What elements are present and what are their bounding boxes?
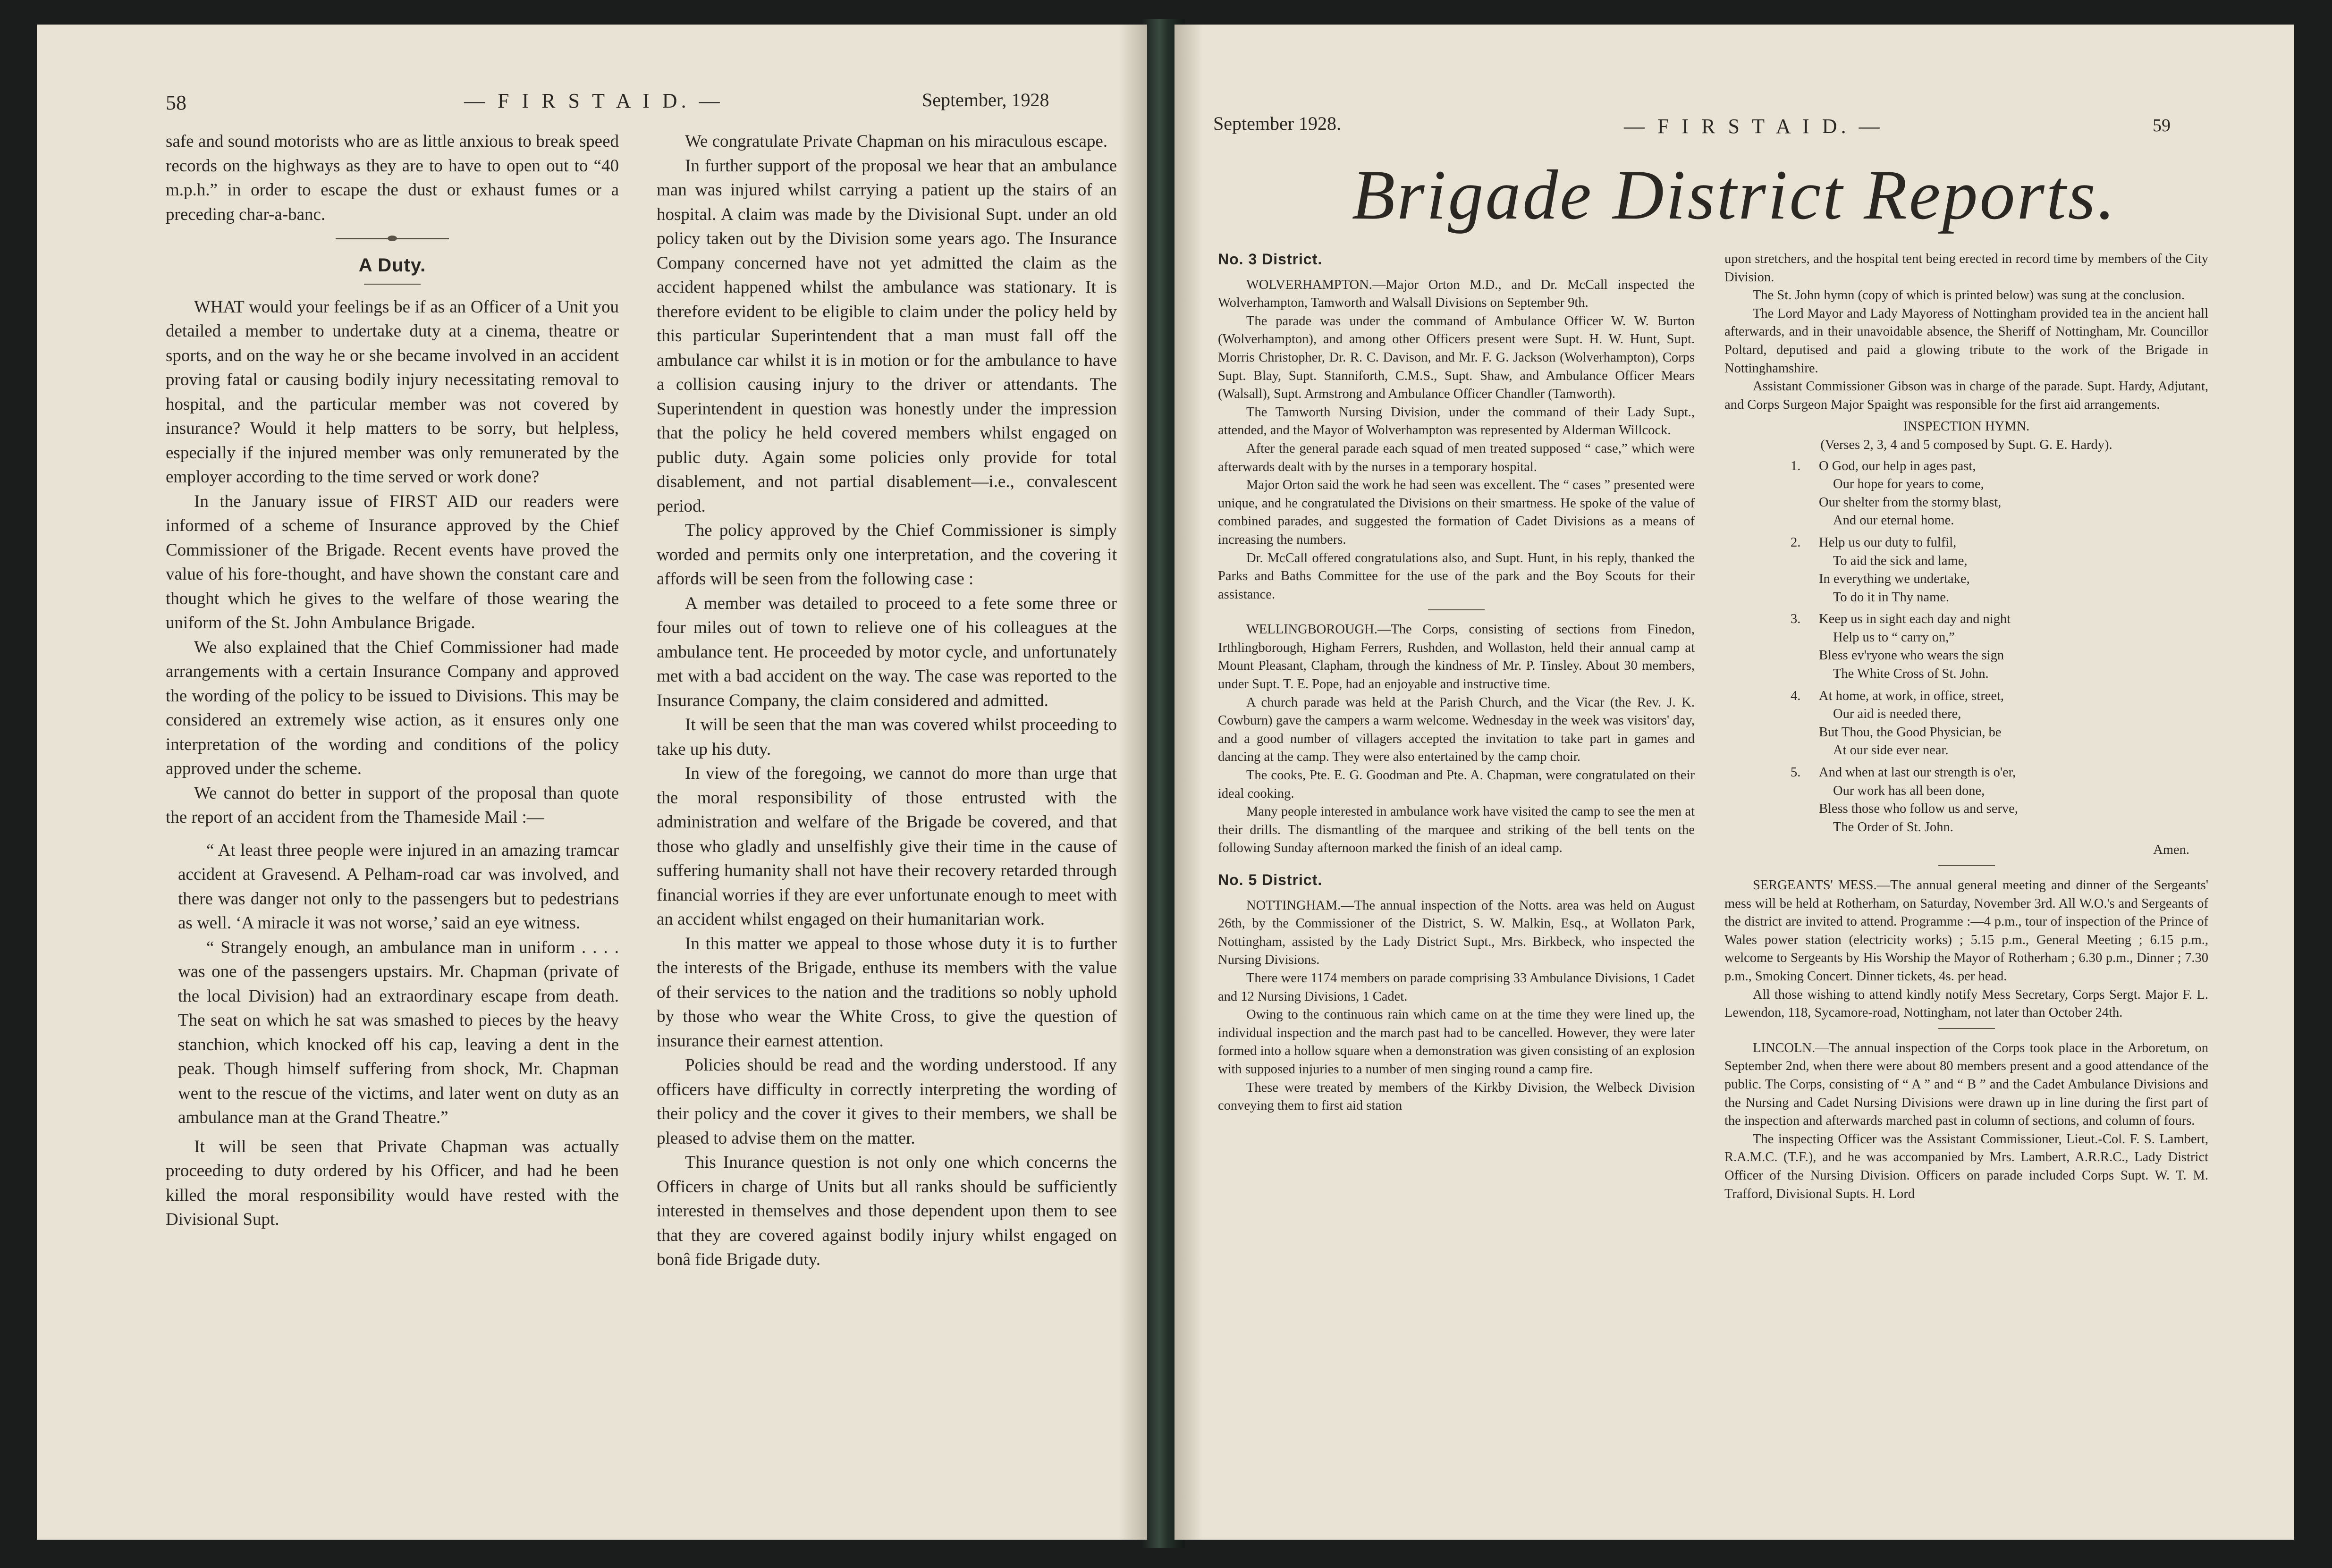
d5-para: Owing to the continuous rain which came on at the time they were lined up, the individual inspection and the march past had to be cancelled. However, they were later formed into a hollow square when a demonstration was given consisting of an explosion with supposed injuries to a number of men singing round a camp fire.	[1218, 1007, 1695, 1077]
page-number-right: 59	[2153, 116, 2171, 135]
date-left: September, 1928	[922, 89, 1049, 110]
hymn-title: INSPECTION HYMN.	[1903, 419, 2030, 434]
hymn-verse	[1791, 534, 2208, 607]
d3-para: After the general parade each squad of men treated supposed “ case,” which were afterwards dealt with by the nurses in a temporary hospital.	[1218, 441, 1695, 474]
right-column-1	[1218, 250, 1695, 1115]
hymn-verse	[1791, 764, 2208, 836]
verse-number: 2.	[1791, 535, 1801, 550]
verse-line: Our hope for years to come,	[1833, 477, 1984, 492]
district-3-heading: No. 3 District.	[1218, 251, 1323, 268]
lincoln-para: The inspecting Officer was the Assistant Commissioner, Lieut.-Col. F. S. Lambert, R.A.M.C. (T.F.), and he was accompanied by Mrs. Lambert, A.R.R.C., Lady District Officer of the Nursing Division. Officers on parade included Corps Supt. W. T. M. Trafford, Divisional Supts. H. Lord	[1724, 1131, 2208, 1201]
left-column-2	[657, 129, 1117, 1272]
d3-para: The Tamworth Nursing Division, under the command of their Lady Supt., attended, and the Mayor of Wolverhampton was represented by Alderman Willcock.	[1218, 405, 1695, 438]
left-col1-para: WHAT would your feelings be if as an Officer of a Unit you detailed a member to undertake duty at a cinema, theatre or sports, and on the way he or she became involved in an accident proving fatal or causing bodily injury necessitating removal to hospital, and the particular member was not covered by insurance? Would it help matters to be sorry, but helpless, especially if the injured member was only remunerated by the employer according to the time served or work done?	[166, 297, 619, 487]
verse-line: Bless ev'ryone who wears the sign	[1819, 648, 2004, 663]
right-page	[1174, 25, 2294, 1540]
verse-line: The Order of St. John.	[1833, 819, 1953, 835]
left-col2-para: Policies should be read and the wording understood. If any officers have difficulty in correctly interpreting the wording of their policy and the cover it gives to their members, we shall be pleased to advise them on the matter.	[657, 1055, 1117, 1148]
running-head-right: — F I R S T A I D. —	[1624, 115, 1884, 138]
verse-line: Help us our duty to fulfil,	[1819, 535, 1957, 550]
left-col2-para: We congratulate Private Chapman on his miraculous escape.	[685, 132, 1108, 151]
left-col2-para: In view of the foregoing, we cannot do more than urge that the moral responsibility of those entrusted with the administration and welfare of the Brigade be covered, and that those who gladly and unselfishly give their time in the cause of suffering humanity shall not have their recovery retarded through financial worries if they are ever unfortunate enough to meet with an accident whilst engaged on their humanitarian work.	[657, 764, 1117, 929]
page-number-left: 58	[166, 91, 186, 114]
right-page-shade	[1174, 25, 1203, 1540]
quoted-report	[166, 838, 619, 1130]
left-page-shade	[1119, 25, 1147, 1540]
left-col2-para: This Inurance question is not only one which concerns the Officers in charge of Units but all ranks should be sufficiently interested in themselves and those dependent upon them to see that they are covered against bodily injury whilst engaged on bonâ fide Brigade duty.	[657, 1153, 1117, 1269]
col2-para: The Lord Mayor and Lady Mayoress of Nottingham provided tea in the ancient hall afterwards, and in their unavoidable absence, the Sheriff of Nottingham, Mr. Councillor Poltard, deputised and paid a glowing tribute to the work of the Brigade in Nottinghamshire.	[1724, 306, 2208, 376]
verse-line: Bless those who follow us and serve,	[1819, 801, 2018, 817]
left-col1-end: It will be seen that Private Chapman was actually proceeding to duty ordered by his Officer, and had he been killed the moral responsibility would have rested with the Divisional Supt.	[166, 1137, 619, 1229]
section-title: Brigade District Reports.	[1352, 156, 2117, 234]
d3-para: The parade was under the command of Ambulance Officer W. W. Burton (Wolverhampton), and among other Officers present were Supt. H. W. Hunt, Supt. Morris Christopher, Dr. R. C. Davison, and Mr. F. G. Jackson (Wolverhampton), Corps Supt. Blay, Supt. Stanniforth, C.M.S., Supt. Shaw, and Ambulance Officer Mears (Walsall), Supt. Armstrong and Ambulance Officer Chandler (Tamworth).	[1218, 313, 1695, 402]
wellingborough-para: WELLINGBOROUGH.—The Corps, consisting of sections from Finedon, Irthlingborough, Higham Ferrers, Rushden, and Wollaston, held their annual camp at Mount Pleasant, Clapham, through the kindness of Mr. P. Tinsley. About 30 members, under Supt. T. E. Pope, had an enjoyable and instructive time.	[1218, 622, 1695, 692]
article-heading: A Duty.	[358, 255, 426, 276]
left-column-1	[166, 129, 619, 1232]
verse-line: In everything we undertake,	[1819, 572, 1970, 587]
section-rule	[1938, 865, 1995, 866]
left-col1-para: We cannot do better in support of the proposal than quote the report of an accident from the Thameside Mail :—	[166, 783, 619, 827]
hymn-verse	[1791, 457, 2208, 530]
verse-line: Keep us in sight each day and night	[1819, 612, 2011, 627]
verse-line: Our shelter from the stormy blast,	[1819, 495, 2002, 510]
wellingborough-para: The cooks, Pte. E. G. Goodman and Pte. A. Chapman, were congratulated on their ideal cooking.	[1218, 768, 1695, 801]
quote-para: “ Strangely enough, an ambulance man in uniform . . . . was one of the passengers upstairs. Mr. Chapman (private of the local Division) had an extraordinary escape from death. The seat on which he sat was smashed to pieces by the heavy stanchion, which knocked off his cap, leaving a dent in the peak. Though himself suffering from shock, Mr. Chapman went to the rescue of the victims, and later went on duty as an ambulance man at the Grand Theatre.”	[178, 937, 619, 1127]
col2-para: upon stretchers, and the hospital tent being erected in record time by members of the City Division.	[1724, 252, 2208, 285]
hymn-verse	[1791, 610, 2208, 683]
quote-para: “ At least three people were injured in an amazing tramcar accident at Gravesend. A Pelham-road car was involved, and there was danger not only to the passengers but to pedestrians as well. ‘A miracle it was not worse,’ said an eye witness.	[178, 840, 619, 933]
verse-number: 4.	[1791, 688, 1801, 703]
date-right: September 1928.	[1213, 113, 1342, 134]
col2-para: Assistant Commissioner Gibson was in charge of the parade. Supt. Hardy, Adjutant, and Corps Surgeon Major Spaight was responsible for the first aid arrangements.	[1724, 379, 2208, 412]
verse-number: 3.	[1791, 612, 1801, 627]
heading-rule	[364, 284, 421, 285]
verse-line: The White Cross of St. John.	[1833, 666, 1989, 682]
left-col2-para: The policy approved by the Chief Commissioner is simply worded and permits only one interpretation, and the covering it affords will be seen from the following case :	[657, 521, 1117, 589]
verse-line: But Thou, the Good Physician, be	[1819, 725, 2002, 740]
left-col1-top: safe and sound motorists who are as little anxious to break speed records on the highways as they are to have to open out to “40 m.p.h.” in order to escape the dust or exhaust fumes or a preceding char-a-banc.	[166, 132, 619, 224]
verse-line: To do it in Thy name.	[1833, 590, 1950, 605]
d3-para: Major Orton said the work he had seen was excellent. The “ cases ” presented were unique, and he congratulated the Divisions on their smartness. He spoke of the value of combined parades, and suggested the formation of Cadet Divisions as a means of increasing the numbers.	[1218, 478, 1695, 547]
left-col1-para: We also explained that the Chief Commissioner had made arrangements with a certain Insurance Company and approved the wording of the policy to be issued to Divisions. This may be considered an extremely wise action, as it ensures only one interpretation of the wording and conditions of the policy approved under the scheme.	[166, 637, 619, 778]
verse-line: And when at last our strength is o'er,	[1819, 765, 2016, 780]
left-page	[37, 25, 1147, 1540]
verse-line: Our aid is needed there,	[1833, 707, 1961, 722]
section-ornament	[336, 238, 449, 239]
section-rule	[1938, 1028, 1995, 1029]
verse-line: At home, at work, in office, street,	[1819, 688, 2004, 703]
running-head-left: — F I R S T A I D. —	[464, 89, 724, 112]
verse-line: To aid the sick and lame,	[1833, 553, 1968, 568]
left-col2-para: In this matter we appeal to those whose duty it is to further the interests of the Brigade, enthuse its members with the value of their services to the nation and the traditions so nobly uphold by those who wear the White Cross, to give the question of insurance their earnest attention.	[657, 934, 1117, 1051]
d5-para: These were treated by members of the Kirkby Division, the Welbeck Division conveying them to first aid station	[1218, 1080, 1695, 1113]
verse-line: At our side ever near.	[1833, 743, 1949, 758]
hymn	[1724, 457, 2208, 837]
sergeants-para: SERGEANTS' MESS.—The annual general meeting and dinner of the Sergeants' mess will be held at Rotherham, on Saturday, November 3rd. All W.O.'s and Sergeants of the district are invited to attend. Programme :—4 p.m., tour of inspection of the Prince of Wales power station (electricity works) ; 5.15 p.m., General Meeting ; 6.15 p.m., welcome to Sergeants by His Worship the Mayor of Rotherham ; 6.30 p.m., Dinner ; 7.30 p.m., Smoking Concert. Dinner tickets, 4s. per head.	[1724, 878, 2208, 984]
wellingborough-para: A church parade was held at the Parish Church, and the Vicar (the Rev. J. K. Cowburn) gave the campers a warm welcome. Wednesday in the week was visitors' day, and a good number of villagers accepted the invitation to take part in games and dancing at the camp. They were also entertained by the camp choir.	[1218, 695, 1695, 765]
district-5-heading: No. 5 District.	[1218, 871, 1323, 888]
d3-para: Dr. McCall offered congratulations also, and Supt. Hunt, in his reply, thanked the Parks and Baths Committee for the use of the park and the Boy Scouts for their assistance.	[1218, 550, 1695, 602]
d5-para: NOTTINGHAM.—The annual inspection of the Notts. area was held on August 26th, by the Commissioner of the District, S. W. Malkin, Esq., at Wollaton Park, Nottingham, assisted by the Lady District Supt., Mrs. Birkbeck, who inspected the Nursing Divisions.	[1218, 898, 1695, 968]
hymn-note: (Verses 2, 3, 4 and 5 composed by Supt. G. E. Hardy).	[1820, 437, 2112, 452]
right-column-2	[1724, 250, 2208, 1203]
d5-para: There were 1174 members on parade comprising 33 Ambulance Divisions, 1 Cadet and 12 Nursing Divisions, 1 Cadet.	[1218, 970, 1695, 1004]
wellingborough-para: Many people interested in ambulance work have visited the camp to see the men at their drills. The dismantling of the marquee and striking of the bell tents on the following Sunday afternoon marked the finish of an ideal camp.	[1218, 804, 1695, 856]
sergeants-para: All those wishing to attend kindly notify Mess Secretary, Corps Sergt. Major F. L. Lewendon, 118, Sycamore-road, Nottingham, not later than October 24th.	[1724, 987, 2208, 1020]
verse-number: 5.	[1791, 765, 1801, 780]
d3-para: WOLVERHAMPTON.—Major Orton M.D., and Dr. McCall inspected the Wolverhampton, Tamworth and Walsall Divisions on September 9th.	[1218, 277, 1695, 311]
col2-para: The St. John hymn (copy of which is printed below) was sung at the conclusion.	[1753, 288, 2185, 303]
hymn-amen: Amen.	[2153, 843, 2189, 858]
verse-line: Help us to “ carry on,”	[1833, 630, 1955, 645]
lincoln-para: LINCOLN.—The annual inspection of the Corps took place in the Arboretum, on September 2nd, when there were about 80 members present and a good attendance of the public. The Corps, consisting of “ A ” and “ B ” and the Cadet Ambulance Divisions and the Nursing and Cadet Nursing Divisions were drawn up in line during the first part of the inspection and afterwards marched past in column of sections, and column of fours.	[1724, 1040, 2208, 1129]
verse-number: 1.	[1791, 458, 1801, 473]
verse-line: O God, our help in ages past,	[1819, 458, 1976, 473]
left-col2-para: It will be seen that the man was covered whilst proceeding to take up his duty.	[657, 715, 1117, 759]
section-rule	[1428, 609, 1485, 610]
left-col1-para: In the January issue of FIRST AID our readers were informed of a scheme of Insurance approved by the Chief Commissioner of the Brigade. Recent events have proved the value of his fore-thought, and have shown the constant care and thought which he gives to the welfare of those wearing the uniform of the St. John Ambulance Brigade.	[166, 491, 619, 632]
hymn-verse	[1791, 687, 2208, 760]
verse-line: And our eternal home.	[1833, 513, 1954, 528]
left-col2-para: A member was detailed to proceed to a fete some three or four miles out of town to relieve one of his colleagues at the ambulance tent. He proceeded by motor cycle, and unfortunately met with a bad accident on the way. The case was reported to the Insurance Company, the claim considered and admitted.	[657, 593, 1117, 710]
left-col2-para: In further support of the proposal we hear that an ambulance man was injured whilst carrying a patient up the stairs of an hospital. A claim was made by the Divisional Supt. under an old policy taken out by the Division some years ago. The Insurance Company concerned have not yet admitted the claim as the accident happened whilst the ambulance was stationary. It is therefore evident to be eligible to claim under the policy held by this particular Superintendent that a man must fall off the ambulance car whilst it is in motion or for the ambulance to have a collision causing injury to the driver or attendants. The Superintendent in question was honestly under the impression that the policy he held covered members whilst engaged on public duty. Again some policies only provide for total disablement, and not partial disablement—i.e., convalescent period.	[657, 156, 1117, 516]
verse-line: Our work has all been done,	[1833, 783, 1985, 798]
